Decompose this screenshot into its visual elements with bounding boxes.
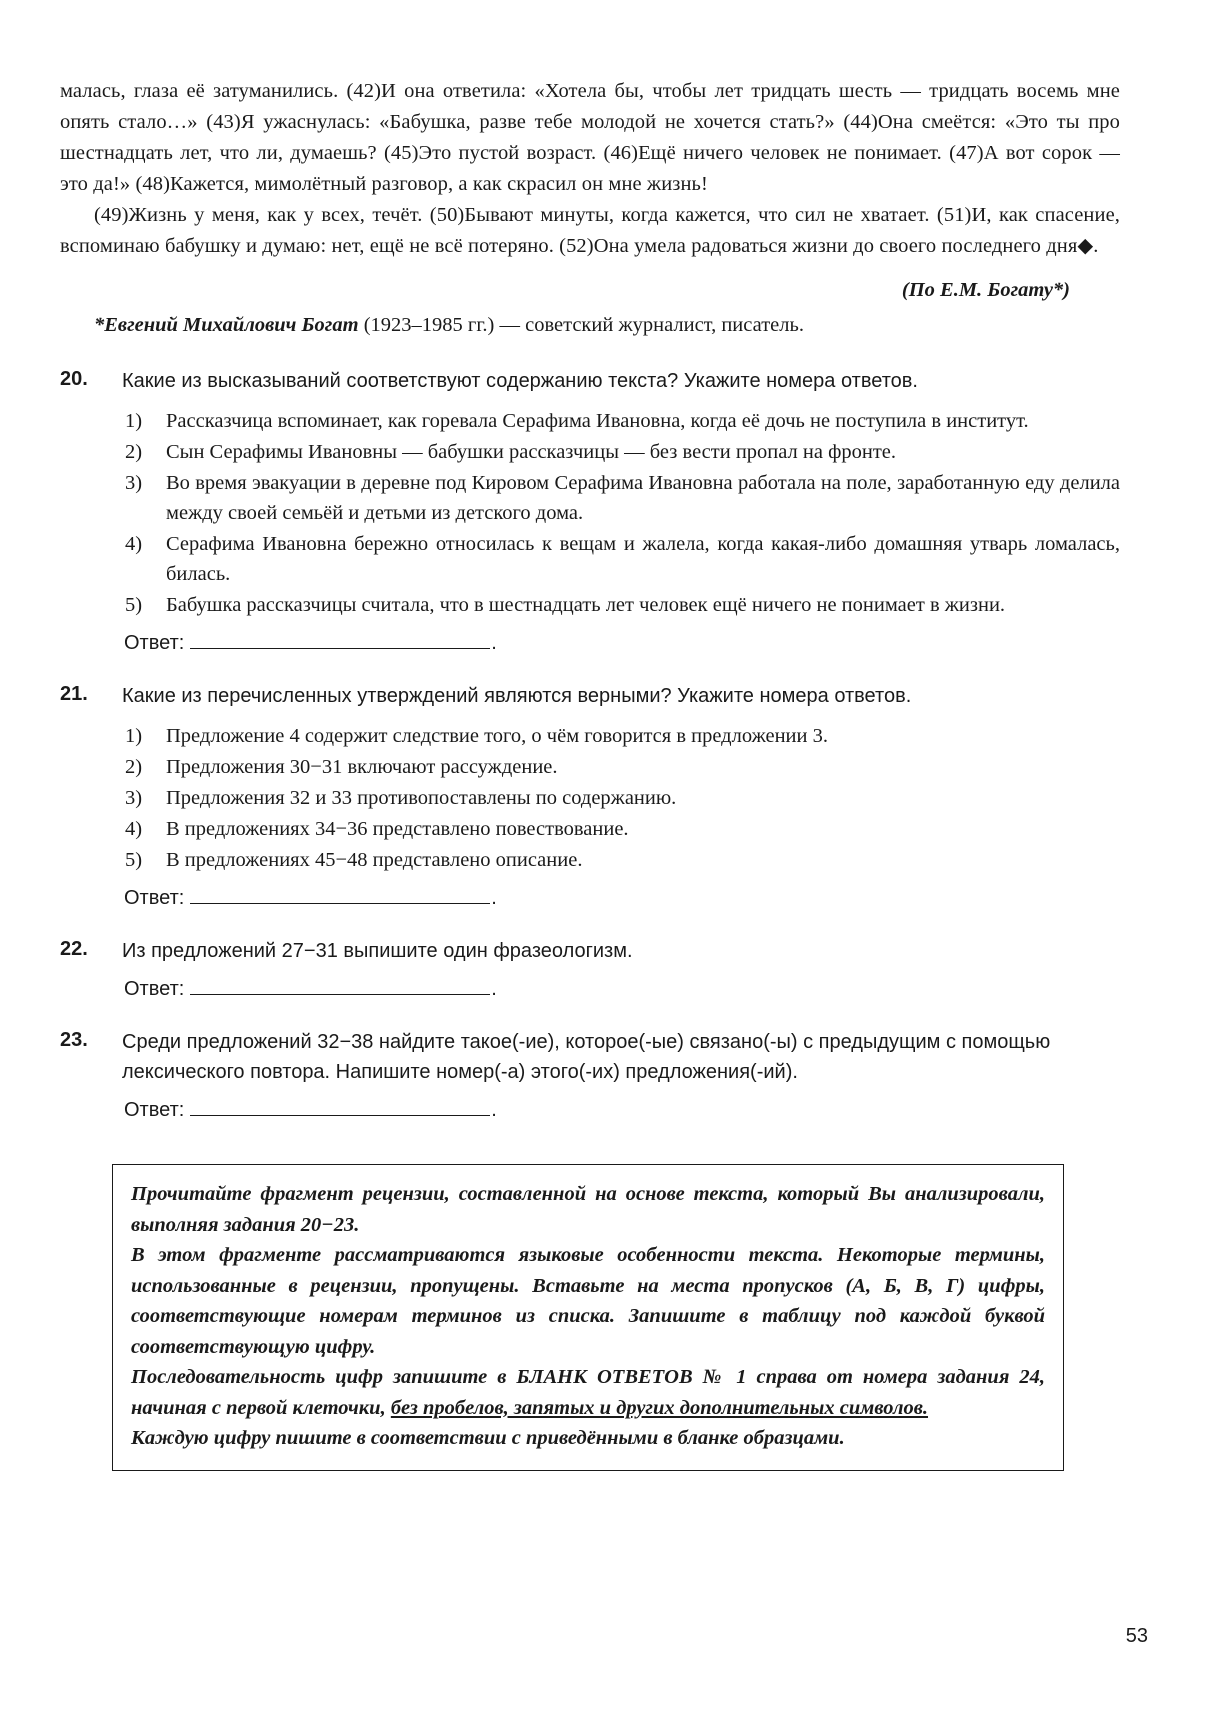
task-20 xyxy=(60,366,1120,655)
task-22-prompt: Из предложений 27−31 выпишите один фразеологизм. xyxy=(122,940,633,962)
answer-label: Ответ: xyxy=(124,1099,185,1121)
review-line-2: В этом фрагменте рассматриваются языковые особенности текста. Некоторые термины, использованные в рецензии, пропущены. Вставьте на места пропусков (А, Б, В, Г) цифры, соответствующие номерам терминов из списка. Запишите в таблицу под каждой буквой соответствующую цифру. xyxy=(131,1244,1045,1358)
list-item xyxy=(122,437,1120,467)
option-text: Бабушка рассказчицы считала, что в шестнадцать лет человек ещё ничего не понимает в жизни. xyxy=(166,594,1006,616)
task-21-prompt: Какие из перечисленных утверждений являются верными? Укажите номера ответов. xyxy=(122,685,912,707)
task-23-answer xyxy=(122,1099,1120,1122)
review-line-4: Каждую цифру пишите в соответствии с приведёнными в бланке образцами. xyxy=(131,1427,845,1449)
option-marker: 2) xyxy=(125,756,143,778)
list-item xyxy=(122,783,1120,813)
passage-paragraph-1: малась, глаза её затуманились. (42)И она ответила: «Хотела бы, чтобы лет тридцать шесть — тридцать восемь мне опять стало…» (43)Я ужаснулась: «Бабушка, разве тебе молодой не хочется стать?» (44)Она смеётся: «Это ты про шестнадцать лет, что ли, думаешь? (45)Это пустой возраст. (46)Ещё ничего человек не понимает. (47)А вот сорок — это да!» (48)Кажется, мимолётный разговор, а как скрасил он мне жизнь! xyxy=(60,80,1120,195)
option-text: Предложения 32 и 33 противопоставлены по содержанию. xyxy=(166,787,677,809)
review-instruction-box xyxy=(112,1164,1064,1471)
answer-input[interactable] xyxy=(190,633,490,649)
option-text: Серафима Ивановна бережно относилась к вещам и жалела, когда какая-либо домашняя утварь ломалась, билась. xyxy=(166,533,1120,585)
list-item xyxy=(122,845,1120,875)
option-marker: 5) xyxy=(125,594,143,616)
answer-period: . xyxy=(491,887,497,909)
footnote-description: (1923–1985 гг.) — советский журналист, писатель. xyxy=(358,314,804,336)
answer-period: . xyxy=(491,978,497,1000)
answer-period: . xyxy=(491,1099,497,1121)
task-20-body xyxy=(122,366,1120,655)
task-21-body xyxy=(122,681,1120,910)
option-marker: 4) xyxy=(125,533,143,555)
task-23-number: 23. xyxy=(60,1029,88,1051)
review-line-3-text: Последовательность цифр запишите в БЛАНК ОТВЕТОВ № 1 справа от номера задания 24, начиная с первой клеточки, xyxy=(131,1366,1045,1419)
task-20-options xyxy=(122,406,1120,620)
task-22-body xyxy=(122,936,1120,1001)
option-text: В предложениях 45−48 представлено описание. xyxy=(166,849,583,871)
option-marker: 1) xyxy=(125,410,143,432)
option-text: Предложения 30−31 включают рассуждение. xyxy=(166,756,558,778)
list-item xyxy=(122,721,1120,751)
list-item xyxy=(122,590,1120,620)
option-text: Во время эвакуации в деревне под Кировом Серафима Ивановна работала на поле, заработанную еду делила между своей семьёй и детьми из детского дома. xyxy=(166,472,1120,524)
task-20-number: 20. xyxy=(60,368,88,390)
list-item xyxy=(122,529,1120,589)
task-22 xyxy=(60,936,1120,1001)
author-credit: (По Е.М. Богату*) xyxy=(901,279,1070,301)
passage-paragraph-2: (49)Жизнь у меня, как у всех, течёт. (50)Бывают минуты, когда кажется, что сил не хватает. (51)И, как спасение, вспоминаю бабушку и думаю: нет, ещё не всё потеряно. (52)Она умела радоваться жизни до своего последнего дня◆. xyxy=(60,204,1120,257)
option-text: В предложениях 34−36 представлено повествование. xyxy=(166,818,629,840)
answer-label: Ответ: xyxy=(124,978,185,1000)
option-marker: 1) xyxy=(125,725,143,747)
answer-input[interactable] xyxy=(190,1100,490,1116)
list-item xyxy=(122,406,1120,436)
option-marker: 5) xyxy=(125,849,143,871)
task-21-options xyxy=(122,721,1120,875)
option-marker: 4) xyxy=(125,818,143,840)
task-22-answer xyxy=(122,978,1120,1001)
page-number: 53 xyxy=(1125,1625,1148,1647)
task-21 xyxy=(60,681,1120,910)
task-20-prompt: Какие из высказываний соответствуют содержанию текста? Укажите номера ответов. xyxy=(122,370,918,392)
task-21-number: 21. xyxy=(60,683,88,705)
option-marker: 2) xyxy=(125,441,143,463)
task-22-number: 22. xyxy=(60,938,88,960)
answer-input[interactable] xyxy=(190,888,490,904)
answer-input[interactable] xyxy=(190,979,490,995)
option-text: Предложение 4 содержит следствие того, о чём говорится в предложении 3. xyxy=(166,725,828,747)
option-text: Сын Серафимы Ивановны — бабушки рассказчицы — без вести пропал на фронте. xyxy=(166,441,897,463)
list-item xyxy=(122,468,1120,528)
footnote xyxy=(60,310,1120,340)
list-item xyxy=(122,814,1120,844)
option-marker: 3) xyxy=(125,787,143,809)
page-content xyxy=(60,76,1120,1471)
option-marker: 3) xyxy=(125,472,143,494)
task-23-prompt: Среди предложений 32−38 найдите такое(-ие), которое(-ые) связано(-ы) с предыдущим с помощью лексического повтора. Напишите номер(-а) этого(-их) предложения(-ий). xyxy=(122,1031,1051,1083)
task-23-body xyxy=(122,1027,1120,1122)
answer-label: Ответ: xyxy=(124,632,185,654)
option-text: Рассказчица вспоминает, как горевала Серафима Ивановна, когда её дочь не поступила в институт. xyxy=(166,410,1029,432)
answer-period: . xyxy=(491,632,497,654)
answer-label: Ответ: xyxy=(124,887,185,909)
footnote-author-name: *Евгений Михайлович Богат xyxy=(94,314,359,336)
task-20-answer xyxy=(122,632,1120,655)
task-21-answer xyxy=(122,887,1120,910)
review-line-3-underlined: без пробелов, запятых и других дополнительных символов. xyxy=(390,1396,929,1419)
review-line-1: Прочитайте фрагмент рецензии, составленной на основе текста, который Вы анализировали, выполняя задания 20−23. xyxy=(131,1183,1045,1236)
list-item xyxy=(122,752,1120,782)
task-23 xyxy=(60,1027,1120,1122)
review-line-3 xyxy=(131,1362,1045,1423)
